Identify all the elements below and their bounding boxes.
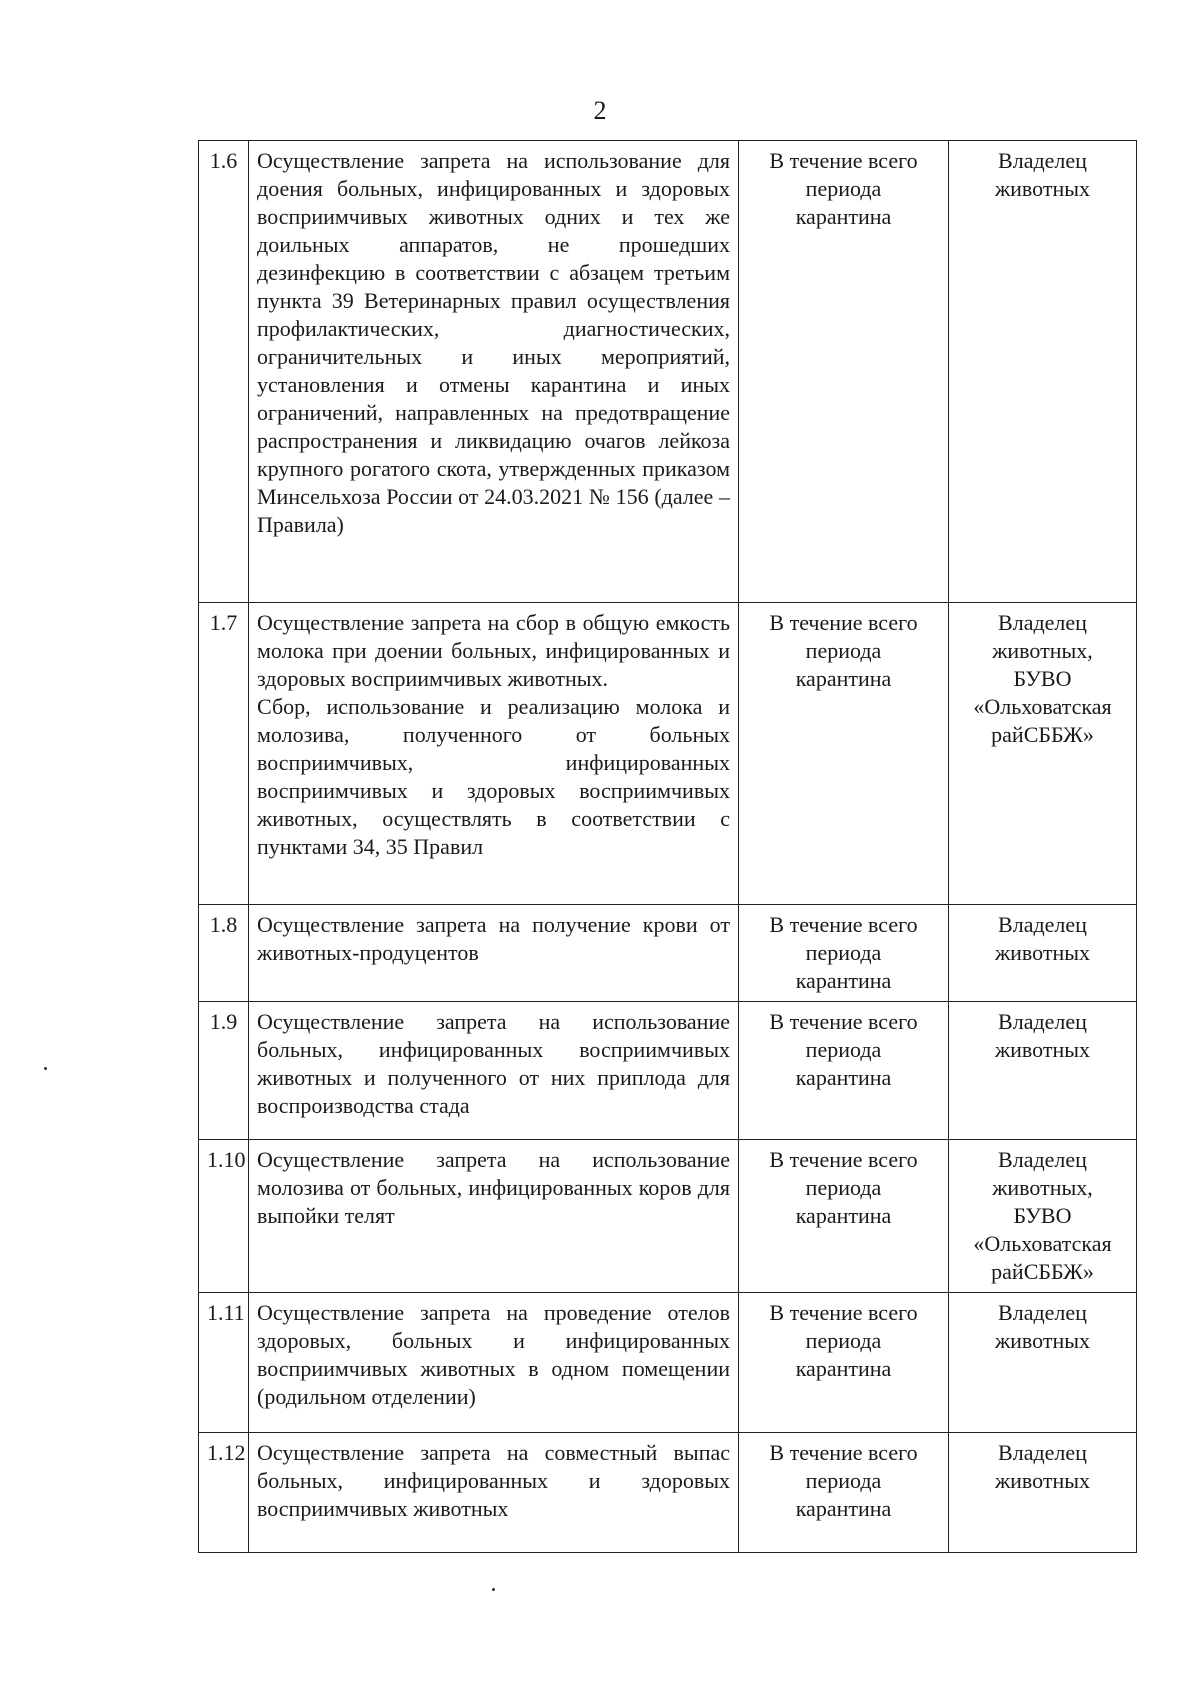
measure-paragraph: Осуществление запрета на использование для доения больных, инфицированных и здоровых восприимчивых животных одних и тех же доильных аппаратов, не прошедших дезинфекцию в соответствии с абзацем третьим пункта 39 Ветеринарных правил осуществления профилактических, диагностических, ограничительных и иных мероприятий, установления и отмены карантина и иных ограничений, направленных на предотвращение распространения и ликвидацию очагов лейкоза крупного рогатого скота, утвержденных приказом Минсельхоза России от 24.03.2021 № 156 (далее – Правила) [257,148,730,537]
scan-speck [492,1588,495,1591]
responsible-line: «Ольховатская [973,1231,1112,1256]
term-line: карантина [795,1065,892,1090]
measure-term [739,1140,949,1293]
term-line: карантина [795,1203,892,1228]
measure-description [249,1002,739,1140]
responsible-line: райСББЖ» [991,722,1094,747]
responsible-line: БУВО [1013,666,1072,691]
table-row [199,1002,1137,1140]
measure-responsible [949,1293,1137,1433]
measure-description [249,603,739,905]
measure-responsible [949,1002,1137,1140]
responsible-line: Владелец [998,1300,1087,1325]
measure-responsible [949,141,1137,603]
responsible-line: животных, [992,1175,1093,1200]
term-line: периода [805,1468,882,1493]
term-line: периода [805,940,882,965]
responsible-line: БУВО [1013,1203,1072,1228]
term-line: В течение всего [769,148,918,173]
term-line: карантина [795,204,892,229]
measure-paragraph: Осуществление запрета на совместный выпас больных, инфицированных и здоровых восприимчивых животных [257,1440,730,1521]
responsible-line: Владелец [998,1440,1087,1465]
row-number: 1.12 [199,1433,249,1553]
table-row [199,1433,1137,1553]
measure-description [249,141,739,603]
measure-paragraph: Осуществление запрета на проведение отелов здоровых, больных и инфицированных восприимчивых животных в одном помещении (родильном отделении) [257,1300,730,1409]
term-line: периода [805,1328,882,1353]
term-line: карантина [795,1496,892,1521]
measure-responsible [949,905,1137,1002]
responsible-line: животных [994,1468,1091,1493]
table-row [199,905,1137,1002]
term-line: периода [805,176,882,201]
responsible-line: животных [994,176,1091,201]
term-line: периода [805,638,882,663]
table-row [199,1140,1137,1293]
row-number: 1.9 [199,1002,249,1140]
measure-description [249,1293,739,1433]
responsible-line: Владелец [998,912,1087,937]
measure-paragraph: Осуществление запрета на использование больных, инфицированных восприимчивых животных и полученного от них приплода для воспроизводства стада [257,1009,730,1118]
table-row [199,141,1137,603]
row-number: 1.7 [199,603,249,905]
measure-term [739,1293,949,1433]
term-line: периода [805,1175,882,1200]
term-line: В течение всего [769,1300,918,1325]
term-line: В течение всего [769,1009,918,1034]
measure-responsible [949,1433,1137,1553]
measure-term [739,1002,949,1140]
page-number: 2 [593,96,607,125]
measure-term [739,1433,949,1553]
measure-paragraph: Осуществление запрета на сбор в общую емкость молока при доении больных, инфицированных и здоровых восприимчивых животных. [257,610,730,691]
measures-table [198,140,1137,1553]
measure-term [739,603,949,905]
measure-description [249,1433,739,1553]
term-line: карантина [795,968,892,993]
term-line: периода [805,1037,882,1062]
row-number: 1.10 [199,1140,249,1293]
term-line: карантина [795,666,892,691]
term-line: В течение всего [769,610,918,635]
term-line: карантина [795,1356,892,1381]
measure-responsible [949,603,1137,905]
responsible-line: животных, [992,638,1093,663]
responsible-line: Владелец [998,1147,1087,1172]
table-row [199,1293,1137,1433]
measure-paragraph: Осуществление запрета на получение крови от животных-продуцентов [257,912,730,965]
term-line: В течение всего [769,1440,918,1465]
measure-paragraph: Осуществление запрета на использование молозива от больных, инфицированных коров для выпойки телят [257,1147,730,1228]
responsible-line: Владелец [998,610,1087,635]
responsible-line: Владелец [998,1009,1087,1034]
responsible-line: животных [994,940,1091,965]
table-row [199,603,1137,905]
measure-description [249,905,739,1002]
measure-description [249,1140,739,1293]
measure-responsible [949,1140,1137,1293]
responsible-line: животных [994,1037,1091,1062]
responsible-line: райСББЖ» [991,1259,1094,1284]
responsible-line: Владелец [998,148,1087,173]
row-number: 1.6 [199,141,249,603]
row-number: 1.8 [199,905,249,1002]
measure-paragraph: Сбор, использование и реализацию молока и молозива, полученного от больных восприимчивых, инфицированных восприимчивых и здоровых восприимчивых животных, осуществлять в соответствии с пунктами 34, 35 Правил [257,694,730,859]
term-line: В течение всего [769,1147,918,1172]
responsible-line: «Ольховатская [973,694,1112,719]
term-line: В течение всего [769,912,918,937]
row-number: 1.11 [199,1293,249,1433]
scan-speck [44,1067,47,1070]
table-body [199,141,1137,1553]
measure-term [739,141,949,603]
responsible-line: животных [994,1328,1091,1353]
measure-term [739,905,949,1002]
